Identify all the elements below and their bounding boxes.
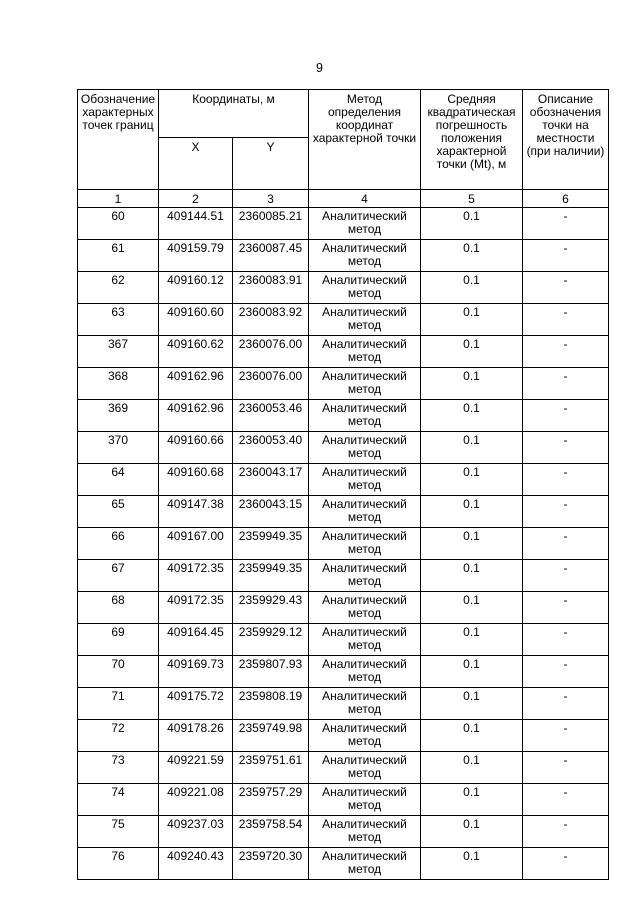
cell-description: -: [523, 560, 609, 592]
cell-error: 0.1: [421, 656, 523, 688]
cell-error: 0.1: [421, 592, 523, 624]
cell-point: 74: [78, 784, 159, 816]
cell-description: -: [523, 848, 609, 880]
cell-x: 409160.60: [159, 304, 233, 336]
table-row: [78, 464, 609, 496]
cell-description: -: [523, 272, 609, 304]
cell-method: Аналитический метод: [309, 400, 421, 432]
table-row: [78, 400, 609, 432]
table-row: [78, 304, 609, 336]
column-number-row: [78, 190, 609, 208]
cell-y: 2359949.35: [233, 528, 309, 560]
cell-x: 409172.35: [159, 560, 233, 592]
cell-y: 2359749.98: [233, 720, 309, 752]
cell-description: -: [523, 624, 609, 656]
cell-y: 2359720.30: [233, 848, 309, 880]
cell-point: 367: [78, 336, 159, 368]
cell-description: -: [523, 464, 609, 496]
cell-method: Аналитический метод: [309, 848, 421, 880]
cell-y: 2360076.00: [233, 336, 309, 368]
cell-method: Аналитический метод: [309, 560, 421, 592]
cell-y: 2359807.93: [233, 656, 309, 688]
cell-point: 75: [78, 816, 159, 848]
cell-description: -: [523, 368, 609, 400]
table-row: [78, 272, 609, 304]
cell-method: Аналитический метод: [309, 720, 421, 752]
cell-x: 409160.66: [159, 432, 233, 464]
cell-error: 0.1: [421, 400, 523, 432]
page-number: 9: [316, 61, 323, 75]
cell-x: 409221.59: [159, 752, 233, 784]
column-number: 2: [159, 190, 233, 208]
cell-x: 409178.26: [159, 720, 233, 752]
table-row: [78, 368, 609, 400]
cell-method: Аналитический метод: [309, 272, 421, 304]
cell-y: 2359758.54: [233, 816, 309, 848]
cell-x: 409160.68: [159, 464, 233, 496]
cell-method: Аналитический метод: [309, 464, 421, 496]
cell-error: 0.1: [421, 528, 523, 560]
cell-error: 0.1: [421, 272, 523, 304]
cell-description: -: [523, 432, 609, 464]
cell-point: 61: [78, 240, 159, 272]
cell-error: 0.1: [421, 752, 523, 784]
cell-error: 0.1: [421, 784, 523, 816]
cell-x: 409144.51: [159, 208, 233, 240]
cell-point: 64: [78, 464, 159, 496]
cell-x: 409162.96: [159, 368, 233, 400]
cell-error: 0.1: [421, 560, 523, 592]
table-row: [78, 592, 609, 624]
cell-method: Аналитический метод: [309, 304, 421, 336]
cell-method: Аналитический метод: [309, 592, 421, 624]
cell-point: 72: [78, 720, 159, 752]
cell-method: Аналитический метод: [309, 784, 421, 816]
cell-error: 0.1: [421, 432, 523, 464]
cell-error: 0.1: [421, 816, 523, 848]
cell-point: 68: [78, 592, 159, 624]
cell-method: Аналитический метод: [309, 208, 421, 240]
cell-x: 409221.08: [159, 784, 233, 816]
table-row: [78, 816, 609, 848]
table-row: [78, 336, 609, 368]
table-row: [78, 688, 609, 720]
table-row: [78, 496, 609, 528]
cell-x: 409240.43: [159, 848, 233, 880]
cell-point: 66: [78, 528, 159, 560]
table-row: [78, 656, 609, 688]
cell-description: -: [523, 528, 609, 560]
cell-error: 0.1: [421, 624, 523, 656]
cell-error: 0.1: [421, 720, 523, 752]
cell-error: 0.1: [421, 336, 523, 368]
table-row: [78, 784, 609, 816]
table-row: [78, 240, 609, 272]
cell-description: -: [523, 720, 609, 752]
coordinates-table: [77, 89, 609, 880]
table-row: [78, 528, 609, 560]
cell-y: 2360085.21: [233, 208, 309, 240]
cell-error: 0.1: [421, 848, 523, 880]
column-number: 5: [421, 190, 523, 208]
cell-method: Аналитический метод: [309, 496, 421, 528]
cell-x: 409164.45: [159, 624, 233, 656]
cell-point: 73: [78, 752, 159, 784]
cell-point: 370: [78, 432, 159, 464]
cell-y: 2360087.45: [233, 240, 309, 272]
cell-method: Аналитический метод: [309, 528, 421, 560]
cell-y: 2360083.92: [233, 304, 309, 336]
cell-x: 409147.38: [159, 496, 233, 528]
table-row: [78, 848, 609, 880]
header-x: X: [159, 138, 233, 190]
column-number: 4: [309, 190, 421, 208]
cell-description: -: [523, 304, 609, 336]
cell-method: Аналитический метод: [309, 368, 421, 400]
cell-error: 0.1: [421, 464, 523, 496]
cell-description: -: [523, 656, 609, 688]
cell-x: 409237.03: [159, 816, 233, 848]
cell-method: Аналитический метод: [309, 656, 421, 688]
cell-point: 67: [78, 560, 159, 592]
cell-description: -: [523, 496, 609, 528]
table-row: [78, 624, 609, 656]
cell-y: 2360053.40: [233, 432, 309, 464]
cell-x: 409175.72: [159, 688, 233, 720]
cell-x: 409160.12: [159, 272, 233, 304]
cell-y: 2359757.29: [233, 784, 309, 816]
cell-y: 2359929.12: [233, 624, 309, 656]
cell-description: -: [523, 592, 609, 624]
cell-method: Аналитический метод: [309, 816, 421, 848]
cell-description: -: [523, 400, 609, 432]
cell-error: 0.1: [421, 304, 523, 336]
cell-y: 2360043.17: [233, 464, 309, 496]
cell-description: -: [523, 752, 609, 784]
table-row: [78, 432, 609, 464]
cell-x: 409172.35: [159, 592, 233, 624]
cell-point: 369: [78, 400, 159, 432]
header-y: Y: [233, 138, 309, 190]
column-number: 6: [523, 190, 609, 208]
cell-y: 2359751.61: [233, 752, 309, 784]
cell-method: Аналитический метод: [309, 752, 421, 784]
cell-error: 0.1: [421, 240, 523, 272]
cell-point: 65: [78, 496, 159, 528]
cell-x: 409160.62: [159, 336, 233, 368]
table-row: [78, 560, 609, 592]
cell-method: Аналитический метод: [309, 688, 421, 720]
cell-x: 409159.79: [159, 240, 233, 272]
header-coordinates: Координаты, м: [159, 90, 309, 138]
header-designation: Обозначение характерных точек границ: [78, 90, 159, 190]
cell-y: 2360083.91: [233, 272, 309, 304]
cell-y: 2359808.19: [233, 688, 309, 720]
header-method: Метод определения координат характерной точки: [309, 90, 421, 190]
column-number: 1: [78, 190, 159, 208]
cell-description: -: [523, 240, 609, 272]
cell-point: 63: [78, 304, 159, 336]
cell-point: 60: [78, 208, 159, 240]
cell-y: 2359929.43: [233, 592, 309, 624]
cell-point: 71: [78, 688, 159, 720]
column-number: 3: [233, 190, 309, 208]
cell-description: -: [523, 336, 609, 368]
header-description: Описание обозначения точки на местности (при наличии): [523, 90, 609, 190]
table-row: [78, 720, 609, 752]
table-row: [78, 208, 609, 240]
cell-point: 62: [78, 272, 159, 304]
cell-y: 2360043.15: [233, 496, 309, 528]
cell-description: -: [523, 688, 609, 720]
cell-error: 0.1: [421, 688, 523, 720]
cell-x: 409169.73: [159, 656, 233, 688]
table-body: [78, 208, 609, 880]
cell-description: -: [523, 784, 609, 816]
cell-y: 2360053.46: [233, 400, 309, 432]
cell-point: 70: [78, 656, 159, 688]
cell-y: 2360076.00: [233, 368, 309, 400]
cell-point: 76: [78, 848, 159, 880]
cell-method: Аналитический метод: [309, 240, 421, 272]
cell-y: 2359949.35: [233, 560, 309, 592]
cell-x: 409162.96: [159, 400, 233, 432]
cell-method: Аналитический метод: [309, 624, 421, 656]
cell-point: 368: [78, 368, 159, 400]
cell-point: 69: [78, 624, 159, 656]
cell-description: -: [523, 816, 609, 848]
cell-error: 0.1: [421, 208, 523, 240]
table-row: [78, 752, 609, 784]
cell-description: -: [523, 208, 609, 240]
header-error: Средняя квадратическая погрешность положения характерной точки (Mt), м: [421, 90, 523, 190]
cell-error: 0.1: [421, 496, 523, 528]
cell-x: 409167.00: [159, 528, 233, 560]
cell-method: Аналитический метод: [309, 432, 421, 464]
cell-error: 0.1: [421, 368, 523, 400]
cell-method: Аналитический метод: [309, 336, 421, 368]
